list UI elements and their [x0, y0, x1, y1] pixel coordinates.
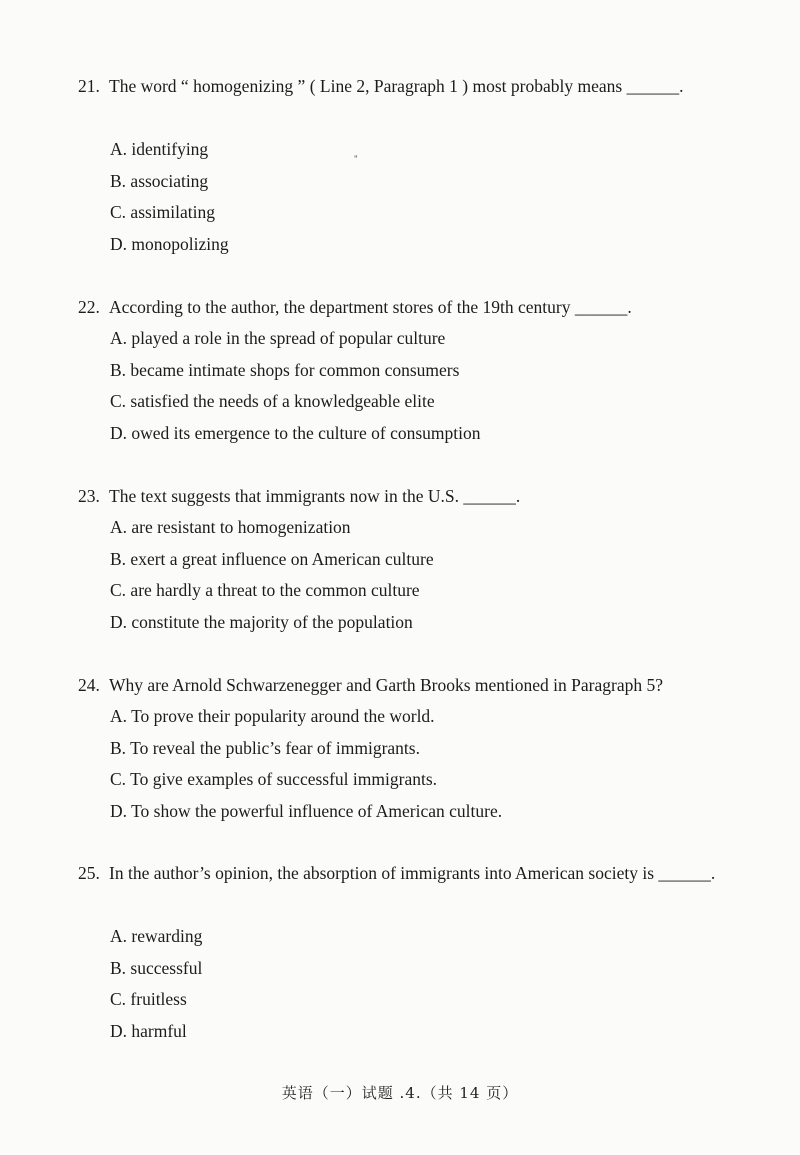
scan-mark: " — [354, 154, 358, 164]
option-a[interactable]: A. To prove their popularity around the world. — [110, 706, 435, 726]
question-text: The text suggests that immigrants now in the U.S. ______. — [109, 486, 521, 506]
question-number: 24. — [78, 675, 100, 695]
question-text: In the author’s opinion, the absorption of immigrants into American society is ______. — [109, 863, 716, 883]
option-c[interactable]: C. To give examples of successful immigrants. — [110, 769, 438, 789]
question-stem — [78, 857, 718, 889]
option-list — [110, 921, 202, 1047]
option-c[interactable]: C. satisfied the needs of a knowledgeable elite — [110, 391, 435, 411]
option-list — [110, 512, 434, 638]
option-d[interactable]: D. To show the powerful influence of American culture. — [110, 800, 503, 821]
option-b[interactable]: B. associating — [110, 170, 209, 191]
question-stem — [78, 480, 718, 512]
option-b[interactable]: B. became intimate shops for common consumers — [110, 359, 460, 380]
option-c[interactable]: C. assimilating — [110, 202, 215, 222]
question-number: 25. — [78, 863, 100, 883]
option-a[interactable]: A. rewarding — [110, 926, 203, 946]
option-d[interactable]: D. monopolizing — [110, 233, 229, 254]
option-list — [110, 323, 480, 449]
option-list — [110, 134, 229, 260]
question-stem — [78, 669, 718, 701]
option-d[interactable]: D. constitute the majority of the population — [110, 611, 413, 632]
option-c[interactable]: C. are hardly a threat to the common culture — [110, 580, 420, 600]
option-d[interactable]: D. owed its emergence to the culture of consumption — [110, 422, 481, 443]
question-number: 23. — [78, 486, 100, 506]
option-a[interactable]: A. are resistant to homogenization — [110, 517, 351, 537]
question-number: 22. — [78, 297, 100, 317]
option-b[interactable]: B. exert a great influence on American culture — [110, 548, 434, 569]
page-footer: 英语（一）试题 .4.（共 14 页） — [281, 1084, 519, 1102]
question-number: 21. — [78, 76, 100, 96]
option-c[interactable]: C. fruitless — [110, 989, 187, 1009]
option-list — [110, 701, 502, 827]
question-text: According to the author, the department stores of the 19th century ______. — [109, 297, 632, 317]
option-a[interactable]: A. played a role in the spread of popular culture — [110, 328, 446, 348]
option-d[interactable]: D. harmful — [110, 1020, 187, 1041]
option-a[interactable]: A. identifying — [110, 139, 209, 159]
option-b[interactable]: B. To reveal the public’s fear of immigrants. — [110, 737, 420, 758]
question-text: Why are Arnold Schwarzenegger and Garth Brooks mentioned in Paragraph 5? — [109, 675, 663, 695]
question-stem — [78, 291, 718, 323]
option-b[interactable]: B. successful — [110, 957, 203, 978]
question-text: The word “ homogenizing ” ( Line 2, Paragraph 1 ) most probably means ______. — [109, 76, 684, 96]
question-stem — [78, 70, 718, 102]
